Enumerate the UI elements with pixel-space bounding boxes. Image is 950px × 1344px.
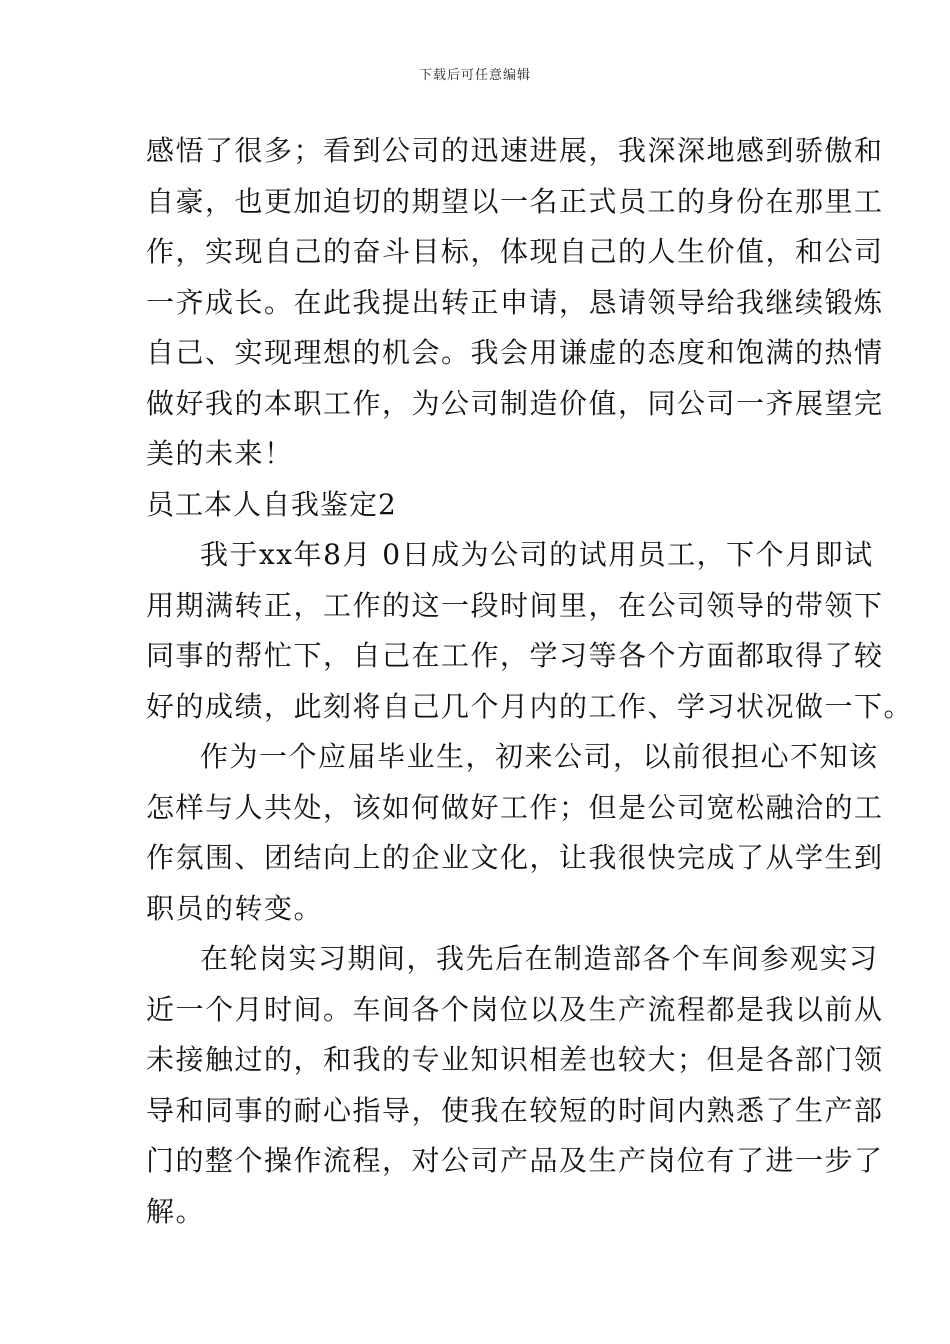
text-line: 作为一个应届毕业生，初来公司，以前很担心不知该: [200, 740, 879, 773]
text-line: 作，实现自己的奋斗目标，体现自己的人生价值，和公司: [146, 235, 884, 268]
text-line: 怎样与人共处，该如何做好工作；但是公司宽松融洽的工: [146, 790, 884, 824]
text-line: 门的整个操作流程，对公司产品及生产岗位有了进一步了: [146, 1144, 884, 1177]
text-line: 近一个月时间。车间各个岗位以及生产流程都是我以前从: [146, 992, 884, 1026]
document-body: [146, 126, 914, 1237]
text-line: 用期满转正，工作的这一段时间里，在公司领导的带领下: [146, 588, 884, 622]
text-line: 未接触过的，和我的专业知识相差也较大；但是各部门领: [146, 1043, 884, 1076]
page-header: 下载后可任意编辑: [418, 68, 531, 83]
text-line: 职员的转变。: [146, 891, 324, 925]
text-line: 自豪，也更加迫切的期望以一名正式员工的身份在那里工: [146, 184, 884, 218]
text-line: 我于xx年8月 0日成为公司的试用员工，下个月即试: [200, 538, 874, 571]
text-line: 自己、实现理想的机会。我会用谦虚的态度和饱满的热情: [146, 336, 884, 369]
text-line: 同事的帮忙下，自己在工作，学习等各个方面都取得了较: [146, 639, 884, 672]
text-line: 好的成绩，此刻将自己几个月内的工作、学习状况做一下。: [146, 689, 914, 723]
text-line: 在轮岗实习期间，我先后在制造部各个车间参观实习: [200, 942, 879, 975]
text-line: 一齐成长。在此我提出转正申请，恳请领导给我继续锻炼: [146, 285, 884, 319]
text-line: 导和同事的耐心指导，使我在较短的时间内熟悉了生产部: [146, 1093, 884, 1127]
text-line: 作氛围、团结向上的企业文化，让我很快完成了从学生到: [146, 841, 884, 874]
section-heading: 员工本人自我鉴定2: [146, 487, 397, 521]
text-line: 美的未来！: [146, 437, 294, 470]
text-line: 感悟了很多；看到公司的迅速进展，我深深地感到骄傲和: [146, 134, 884, 167]
text-line: 做好我的本职工作，为公司制造价值，同公司一齐展望完: [146, 386, 884, 420]
text-line: 解。: [146, 1194, 206, 1228]
